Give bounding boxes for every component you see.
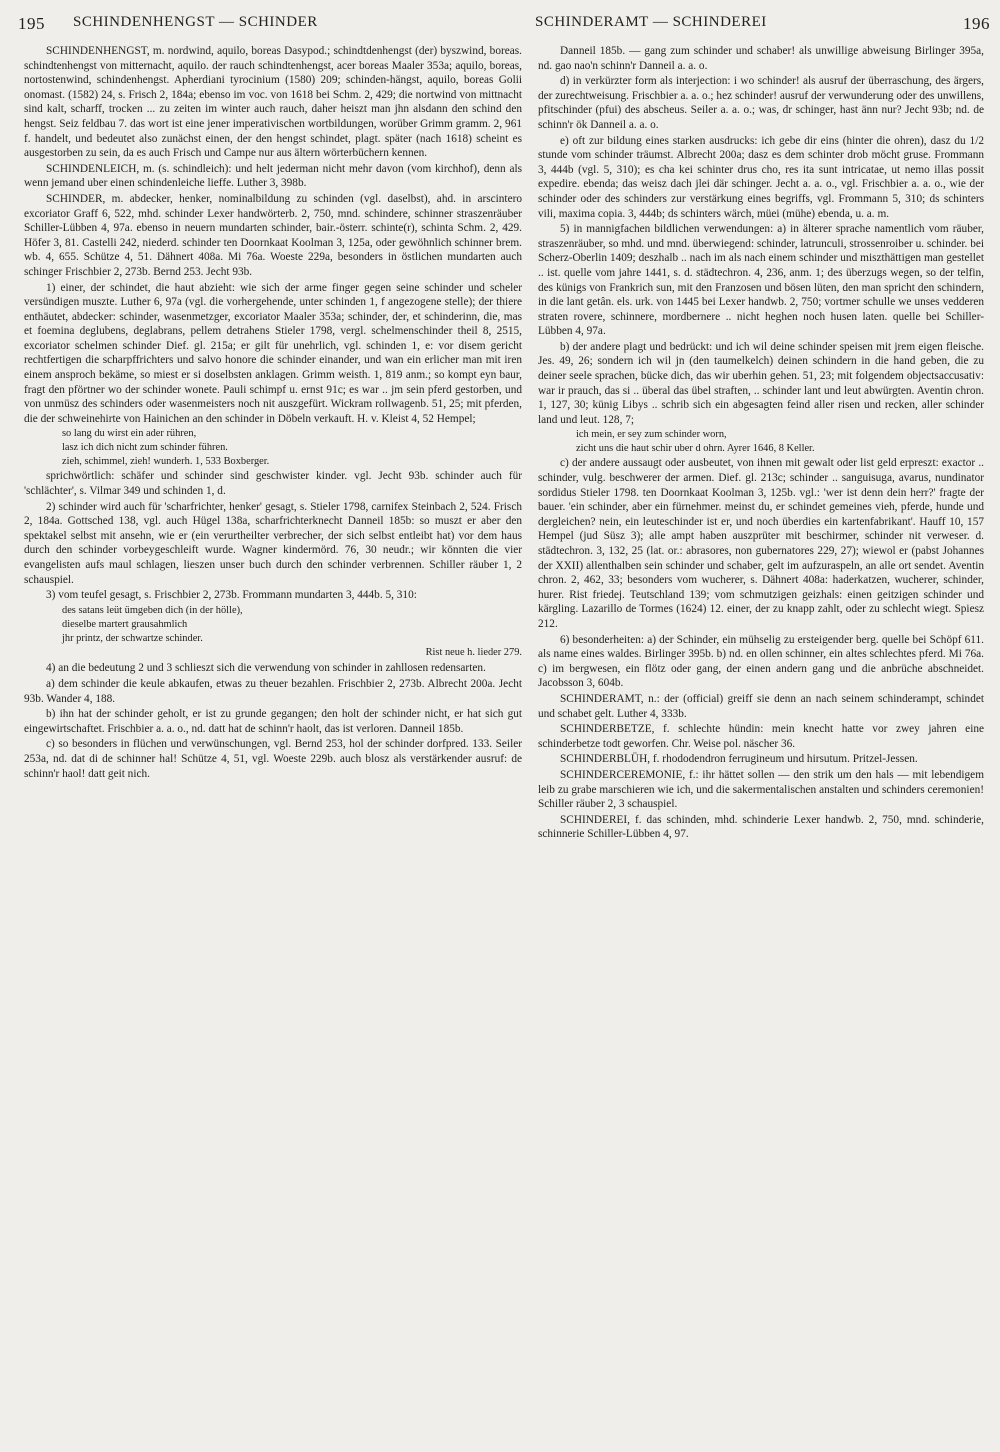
sense-5c: c) der andere aussaugt oder ausbeutet, von ihnen mit gewalt oder list geld erpreszt: exactor .. schinder, vulg. beschwerer der armen. Dief. gl. 213c; schinder .. sanguisuga, avarus, nundinator sordidus Stieler 1798. ten Doornkaat Koolman 3, 125b. vgl.: 'wer ist denn dein herr?' fragte der bauer. 'ein schinder, aber ein fürnehmer. meinst du, er schindet gemeines vieh, pferde, hunde und dergleichen? nein, ein leuteschinder ist er, und noch überdies ein kartenfabrikant'. Hauff 10, 157 Hempel (jud Süsz 3); alle ampt haben auszprüter mit beschirmer, schinder nit verweser. d. städtechron. 3, 132, 25 (lat. or.: abrasores, non gubernatores 229, 27); wiewol er (pabst Johannes der XXII) allenthalben sein schinder und schaber, gelt im aufzuraspeln, an alle ort sendet. Aventin chron. 2, 462, 33; besonders vom wucherer, s. Dähnert 408a: haderkatzen, wucherer, schinder, hurer. Rist friedej. Teutschland 139; vom schmutzigen geizhals: einen geitzigen schinder und kärgling. Lazarillo de Tormes (1624) 12. einer, der zu knapp zahlt, oder zu schlecht wiegt. Spiesz 212. <box>538 457 984 630</box>
proverb-paragraph: sprichwörtlich: schäfer und schinder sind geschwister kinder. vgl. Jecht 93b. schinder auch für 'schlächter', s. Vilmar 349 und schinden 1, d. <box>24 470 522 498</box>
entry-schinderamt: SCHINDERAMT, n.: der (official) greiff sie denn an nach seinem schinderampt, schindet und schabet gelt. Luther 4, 333b. <box>538 692 984 720</box>
sense-4b: b) ihn hat der schinder geholt, er ist zu grunde gegangen; den holt der schinder nicht, er hat sich gut eingewirtschaftet. Frischbier a. a. o., nd. datt hat de schinn'r haolt, das ist verloren. Danneil 185b. <box>24 708 522 735</box>
sense-5a: 5) in mannigfachen bildlichen verwendungen: a) in älterer sprache namentlich vom räuber, straszenräuber, so mhd. und mnd. überwiegend: schinder, latrunculi, strossenroiber u. schinder. bei Scherz-Oberlin 1409; deszhalb .. nach im als nach einem schinder und miszthättigen man gestellet .. ist. quelle vom jahre 1441, s. d. städtechron. 4, 236, anm. 1; des überzugs wegen, so der telfin, des künigs von Frankrich sun, mit den Franzosen und bösen lüten, den man spricht den schindern, in die lant getân. els. urk. von 1445 bei Lexer handwb. 2, 750; vortmer schulle we unses vedderen straten rovere, schinnere, mordbernere .. nicht heghen noch husen laten. quelle bei Schiller-Lübben 4, 97a. <box>538 223 984 338</box>
right-page-title: SCHINDERAMT — SCHINDEREI <box>535 14 767 30</box>
continuation-paragraph: Danneil 185b. — gang zum schinder und schaber! als unwillige abweisung Birlinger 395a, nd. gao nao'n schinn'r Danneil a. a. o. <box>538 45 984 72</box>
verse-line: ich mein, er sey zum schinder worn, <box>576 429 727 441</box>
sense-1: 1) einer, der schindet, die haut abzieht: wie sich der arme finger gegen seine schinder und scheler versündigen muszte. Luther 6, 97a (vgl. die vorhergehende, unter schinden 1, f angezogene stelle); der thiere enthäutet, abdecker: schinder, wasenmetzger, excoriator Maaler 353a; schinder, der, et schinderinn, die, mas et foemina deglubens, deglabrans, pellem detrahens Stieler 1798, vergl. schelmenschinder theil 8, 2515, excoriator schelmen schinder Dief. gl. 215a; er gilt für unehrlich, vgl. schinden 1, e: vor disem gericht rechtfertigen die scharpffrichters und salvo honore die schinder einander, und wan ein erlicher man mit iren einem ansproch bekäme, so miest er si doselbsten anklagen. Grimm weisth. 1, 819 anm.; so kompt eyn baur, fragt den pförtner wo der schinder wonete. Pauli schimpf u. ernst 91c; es war .. jm sein pferd gestorben, und von unmüsz des schinders oder wasenmeisters noch nit auszgefürt. Wickram rollwagenb. 51, 25; mit pferden, die der schweinehirte von Hainichen an den schinder in Döbeln verkauft. H. v. Kleist 4, 52 Hempel; <box>24 281 522 425</box>
entry-schinderei: SCHINDEREI, f. das schinden, mhd. schinderie Lexer handwb. 2, 750, mnd. schinderie, schinnerie Schiller-Lübben 4, 97. <box>538 813 984 841</box>
sense-4d: d) in verkürzter form als interjection: i wo schinder! als ausruf der überraschung, des ärgers, der zurechtweisung. Frischbier a. a. o.; hez schinder! ausruf der verwunderung oder des unwillens, pfitschinder (pfui) des abscheus. Seiler a. a. o.; was, dr schinger, hast änn nur? Jecht 93b; nd. de schinn'r ök Danneil a. a. o. <box>538 75 984 131</box>
right-page-number: 196 <box>963 14 990 33</box>
sense-4a: a) dem schinder die keule abkaufen, etwas zu theuer bezahlen. Frischbier 2, 273b. Albrecht 200a. Jecht 93b. Wander 4, 188. <box>24 677 522 705</box>
left-page-number: 195 <box>18 14 45 33</box>
sense-3: 3) vom teufel gesagt, s. Frischbier 2, 273b. Frommann mundarten 3, 444b. 5, 310: <box>46 589 417 602</box>
entry-schindenhengst: SCHINDENHENGST, m. nordwind, aquilo, boreas Dasypod.; schindtdenhengst (der) byszwind, boreas. schindtenhengst von mitternacht, aquilo. der rauch schindtenhengst, acer boreas Maaler 353a; aquilo, boreas, nortostenwind, schindenhengst. Apherdiani tyrocinium (1580) 209; schinden-hängst, aquilo, boreas Golii onomast. (1582) 24, s. Frisch 2, 184a; ebenso im voc. von 1618 bei Schm. 2, 429; die nortwind von mittnacht sind kalt, scharff, trocken ... zu zeiten im winter auch rauch, daher heiszt man jhn alsdann den schind den hengst. Seiz feldbau 7. das wort ist eine jener imperativischen wortbildungen, worüber Grimm gramm. 2, 961 f. handelt, und bedeutet also zunächst einen, der den hengst schindet, plagt. später (nach 1618) scheint es ausgestorben zu sein, da es auch Frisch und Campe nur aus ältern wörterbüchern kennen. <box>24 45 522 160</box>
sense-2: 2) schinder wird auch für 'scharfrichter, henker' gesagt, s. Stieler 1798, carnifex Steinbach 2, 524. Frisch 2, 184a. Gottsched 138, vgl. auch Hügel 138a, scharfrichterknecht Danneil 185b: so muszt er aber den spektakel selbst mit ansehn, wie er (ein verurtheilter verbrecher, der sich selbst entleibt hat) vor dem haus durch den schinder vorbeygeschleift wurde. Wagner kindermörd. 76, 30 neudr.; wir könnten die vier evangelisten aufs maul schlagen, lieszen unser buch durch den schinder verbrennen. Schiller räuber 1, 2 schauspiel. <box>24 500 522 586</box>
verse-line: des satans leüt ümgeben dich (in der hölle), <box>62 604 243 616</box>
verse-line: zicht uns die haut schir uber d ohrn. Ayrer 1646, 8 Keller. <box>576 443 815 455</box>
verse-line: so lang du wirst ein ader rühren, <box>62 428 197 440</box>
right-column <box>538 44 984 843</box>
sense-4c: c) so besonders in flüchen und verwünschungen, vgl. Bernd 253, hol der schinder dorfpred. 133. Seiler 253a, nd. dat di de schinner hal! Schütze 4, 51, vgl. Woeste 229b. auch blosz als verstärkender ausruf: de schinn'r haol! datt geit nich. <box>24 738 522 780</box>
entry-schindenleich: SCHINDENLEICH, m. (s. schindleich): und helt jederman nicht mehr davon (vom kirchhof), denn als wenn jemand uber einen schindenleiche lieffe. Luther 3, 398b. <box>24 162 522 190</box>
verse-line: zieh, schimmel, zieh! wunderh. 1, 533 Boxberger. <box>62 456 270 468</box>
entry-schinderbetze: SCHINDERBETZE, f. schlechte hündin: mein knecht hatte vor zwey jahren eine schinderbetze todt geworfen. Chr. Weise pol. näscher 36. <box>538 723 984 750</box>
verse-line: dieselbe martert grausahmlich <box>62 618 188 630</box>
left-page-title: SCHINDENHENGST — SCHINDER <box>73 14 318 30</box>
sense-6: 6) besonderheiten: a) der Schinder, ein mühselig zu ersteigender berg. quelle bei Schöpf 611. als name eines waldes. Birlinger 395b. b) nd. en ollen schinner, ein altes schlechtes pferd. Mi 76a. c) im bergwesen, ein flötz oder gang, der einen andern gang und die anbrüche abschneidet. Jacobsson 3, 604b. <box>538 633 984 690</box>
entry-schinderbluh: SCHINDERBLÜH, f. rhododendron ferrugineum und hirsutum. Pritzel-Jessen. <box>560 753 918 766</box>
verse-line: jhr printz, der schwartze schinder. <box>62 632 203 644</box>
left-column <box>24 44 522 782</box>
entry-schinder: SCHINDER, m. abdecker, henker, nominalbildung zu schinden (vgl. daselbst), ahd. in arscintero excoriator Graff 6, 522, mhd. schinder Lexer handwörterb. 2, 750, mnd. schindere, schinner straszenräuber Schiller-Lübben 4, 97a. ebenso in neuern mundarten schinder, bair.-österr. schinte(r), schinta Schm. 2, 429. Höfer 3, 81. Castelli 242, niederd. schinder ten Doornkaat Koolman 3, 125a, oder gewöhnlich schinner brem. wb. 4, 655. Schütze 4, 51. Dähnert 408a. Mi 76a. Woeste 229a, besonders in östlichen mundarten auch schinger Frischbier 2, 273b. Bernd 253. Jecht 93b. <box>24 192 522 278</box>
verse-line: lasz ich dich nicht zum schinder führen. <box>62 442 228 454</box>
verse-source: Rist neue h. lieder 279. <box>425 646 522 658</box>
sense-4: 4) an die bedeutung 2 und 3 schlieszt sich die verwendung von schinder in zahllosen redensarten. <box>46 662 486 675</box>
sense-4e: e) oft zur bildung eines starken ausdrucks: ich gebe dir eins (hinter die ohren), dasz du 1/2 stunde vom schinder träumst. Albrecht 200a; dasz es dem schinter drob möcht gruse. Frommann 3, 444b (vgl. 5, 310); es cha kei schinter drus cho, res ita sunt intricatae, ut nemo illas possit expedire. ebenda; das weisz dach jlei där schinger. Jecht a. a. o., vgl. Frischbier a. a. o., wie der schinder oder des schinders zur verstärkung eines begriffs, vgl. Frommann 5, 310; ds schinters vili, maxima copia. 3, 444b; ds schinters wärch, müei (mühe) ebenda, u. a. m. <box>538 134 984 220</box>
sense-5b: b) der andere plagt und bedrückt: und ich wil deine schinder speisen mit jrem eigen fleische. Jes. 49, 26; sondern ich wil jn (den taumelkelch) deinen schindern in die hand geben, die zu deiner seele sprachen, bücke dich, das wir uberhin gehen. 51, 23; mit folgendem objectsaccusativ: war ir prauch, das si .. überal das übel straften, .. schinder lant und leut abwürgten. Aventin chron. 1, 127, 30; künig Libys .. schrib sich ein abgesagten feind aller risen und recken, aller schinder land und leut. 128, 7; <box>538 340 984 426</box>
entry-schinderceremonie: SCHINDERCEREMONIE, f.: ihr hättet sollen — den strik um den hals — mit lebendigem leib zu grabe marschieren wie ich, und die sakermentalischen anstalten und schinders ceremonien! Schiller räuber 2, 3 schauspiel. <box>538 768 984 811</box>
